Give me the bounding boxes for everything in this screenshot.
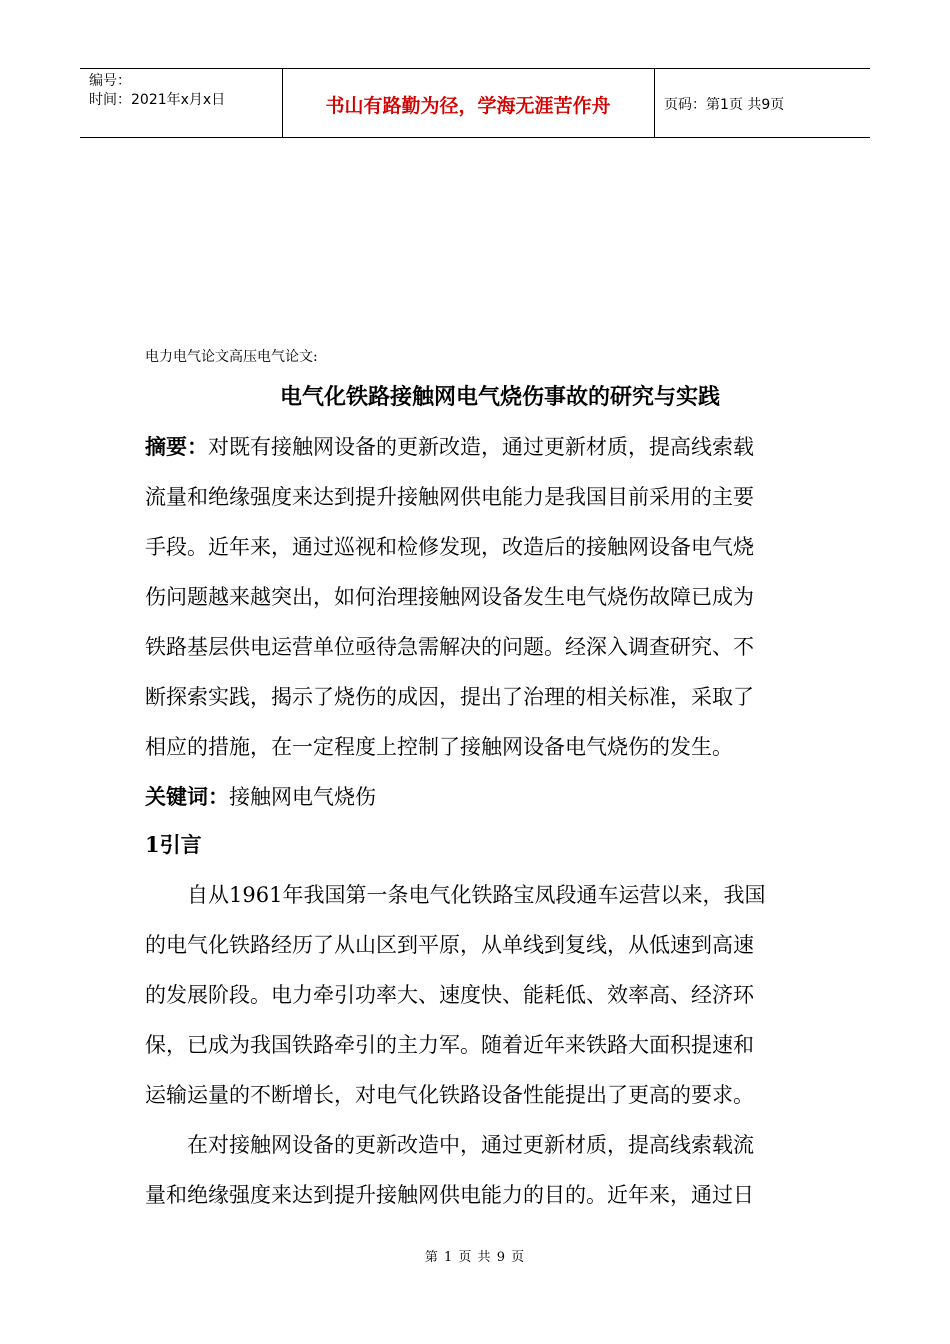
section-heading: 1引言 (145, 832, 202, 857)
header-info-cell (80, 69, 283, 137)
abstract-line (145, 434, 754, 460)
keywords-value: 接触网电气烧伤 (229, 785, 376, 809)
abstract-line: 流量和绝缘强度来达到提升接触网供电能力是我国目前采用的主要 (145, 485, 754, 509)
document-number-label: 编号： (89, 73, 131, 89)
abstract-line: 伤问题越来越突出，如何治理接触网设备发生电气烧伤故障已成为 (145, 585, 754, 609)
keywords-label: 关键词： (145, 784, 229, 809)
header-motto-cell (282, 69, 655, 137)
abstract-text: 对既有接触网设备的更新改造，通过更新材质，提高线索载 (208, 435, 754, 459)
header-page-cell (655, 69, 870, 137)
body-line: 在对接触网设备的更新改造中，通过更新材质，提高线索载流 (145, 1133, 754, 1157)
abstract-line: 断探索实践，揭示了烧伤的成因，提出了治理的相关标准，采取了 (145, 685, 754, 709)
keywords-line (145, 784, 376, 810)
abstract-label: 摘要： (145, 434, 208, 459)
page-header (80, 68, 870, 138)
abstract-line: 相应的措施，在一定程度上控制了接触网设备电气烧伤的发生。 (145, 735, 733, 759)
body-line: 的发展阶段。电力牵引功率大、速度快、能耗低、效率高、经济环 (145, 983, 754, 1007)
page-footer: 第 1 页 共 9 页 (424, 1250, 526, 1265)
body-line: 运输运量的不断增长，对电气化铁路设备性能提出了更高的要求。 (145, 1083, 754, 1107)
body-line: 量和绝缘强度来达到提升接触网供电能力的目的。近年来，通过日 (145, 1183, 754, 1207)
document-date-label: 时间：2021年x月x日 (89, 92, 226, 108)
header-motto: 书山有路勤为径，学海无涯苦作舟 (325, 95, 611, 117)
paper-title: 电气化铁路接触网电气烧伤事故的研究与实践 (279, 384, 720, 410)
header-page-info: 页码：第1页 共9页 (664, 97, 785, 113)
abstract-line: 铁路基层供电运营单位亟待急需解决的问题。经深入调查研究、不 (145, 635, 754, 659)
body-line: 自从1961年我国第一条电气化铁路宝凤段通车运营以来，我国 (145, 883, 766, 907)
body-line: 保，已成为我国铁路牵引的主力军。随着近年来铁路大面积提速和 (145, 1033, 754, 1057)
body-line: 的电气化铁路经历了从山区到平原，从单线到复线，从低速到高速 (145, 933, 754, 957)
abstract-line: 手段。近年来，通过巡视和检修发现，改造后的接触网设备电气烧 (145, 535, 754, 559)
paper-category: 电力电气论文高压电气论文: (145, 349, 318, 365)
